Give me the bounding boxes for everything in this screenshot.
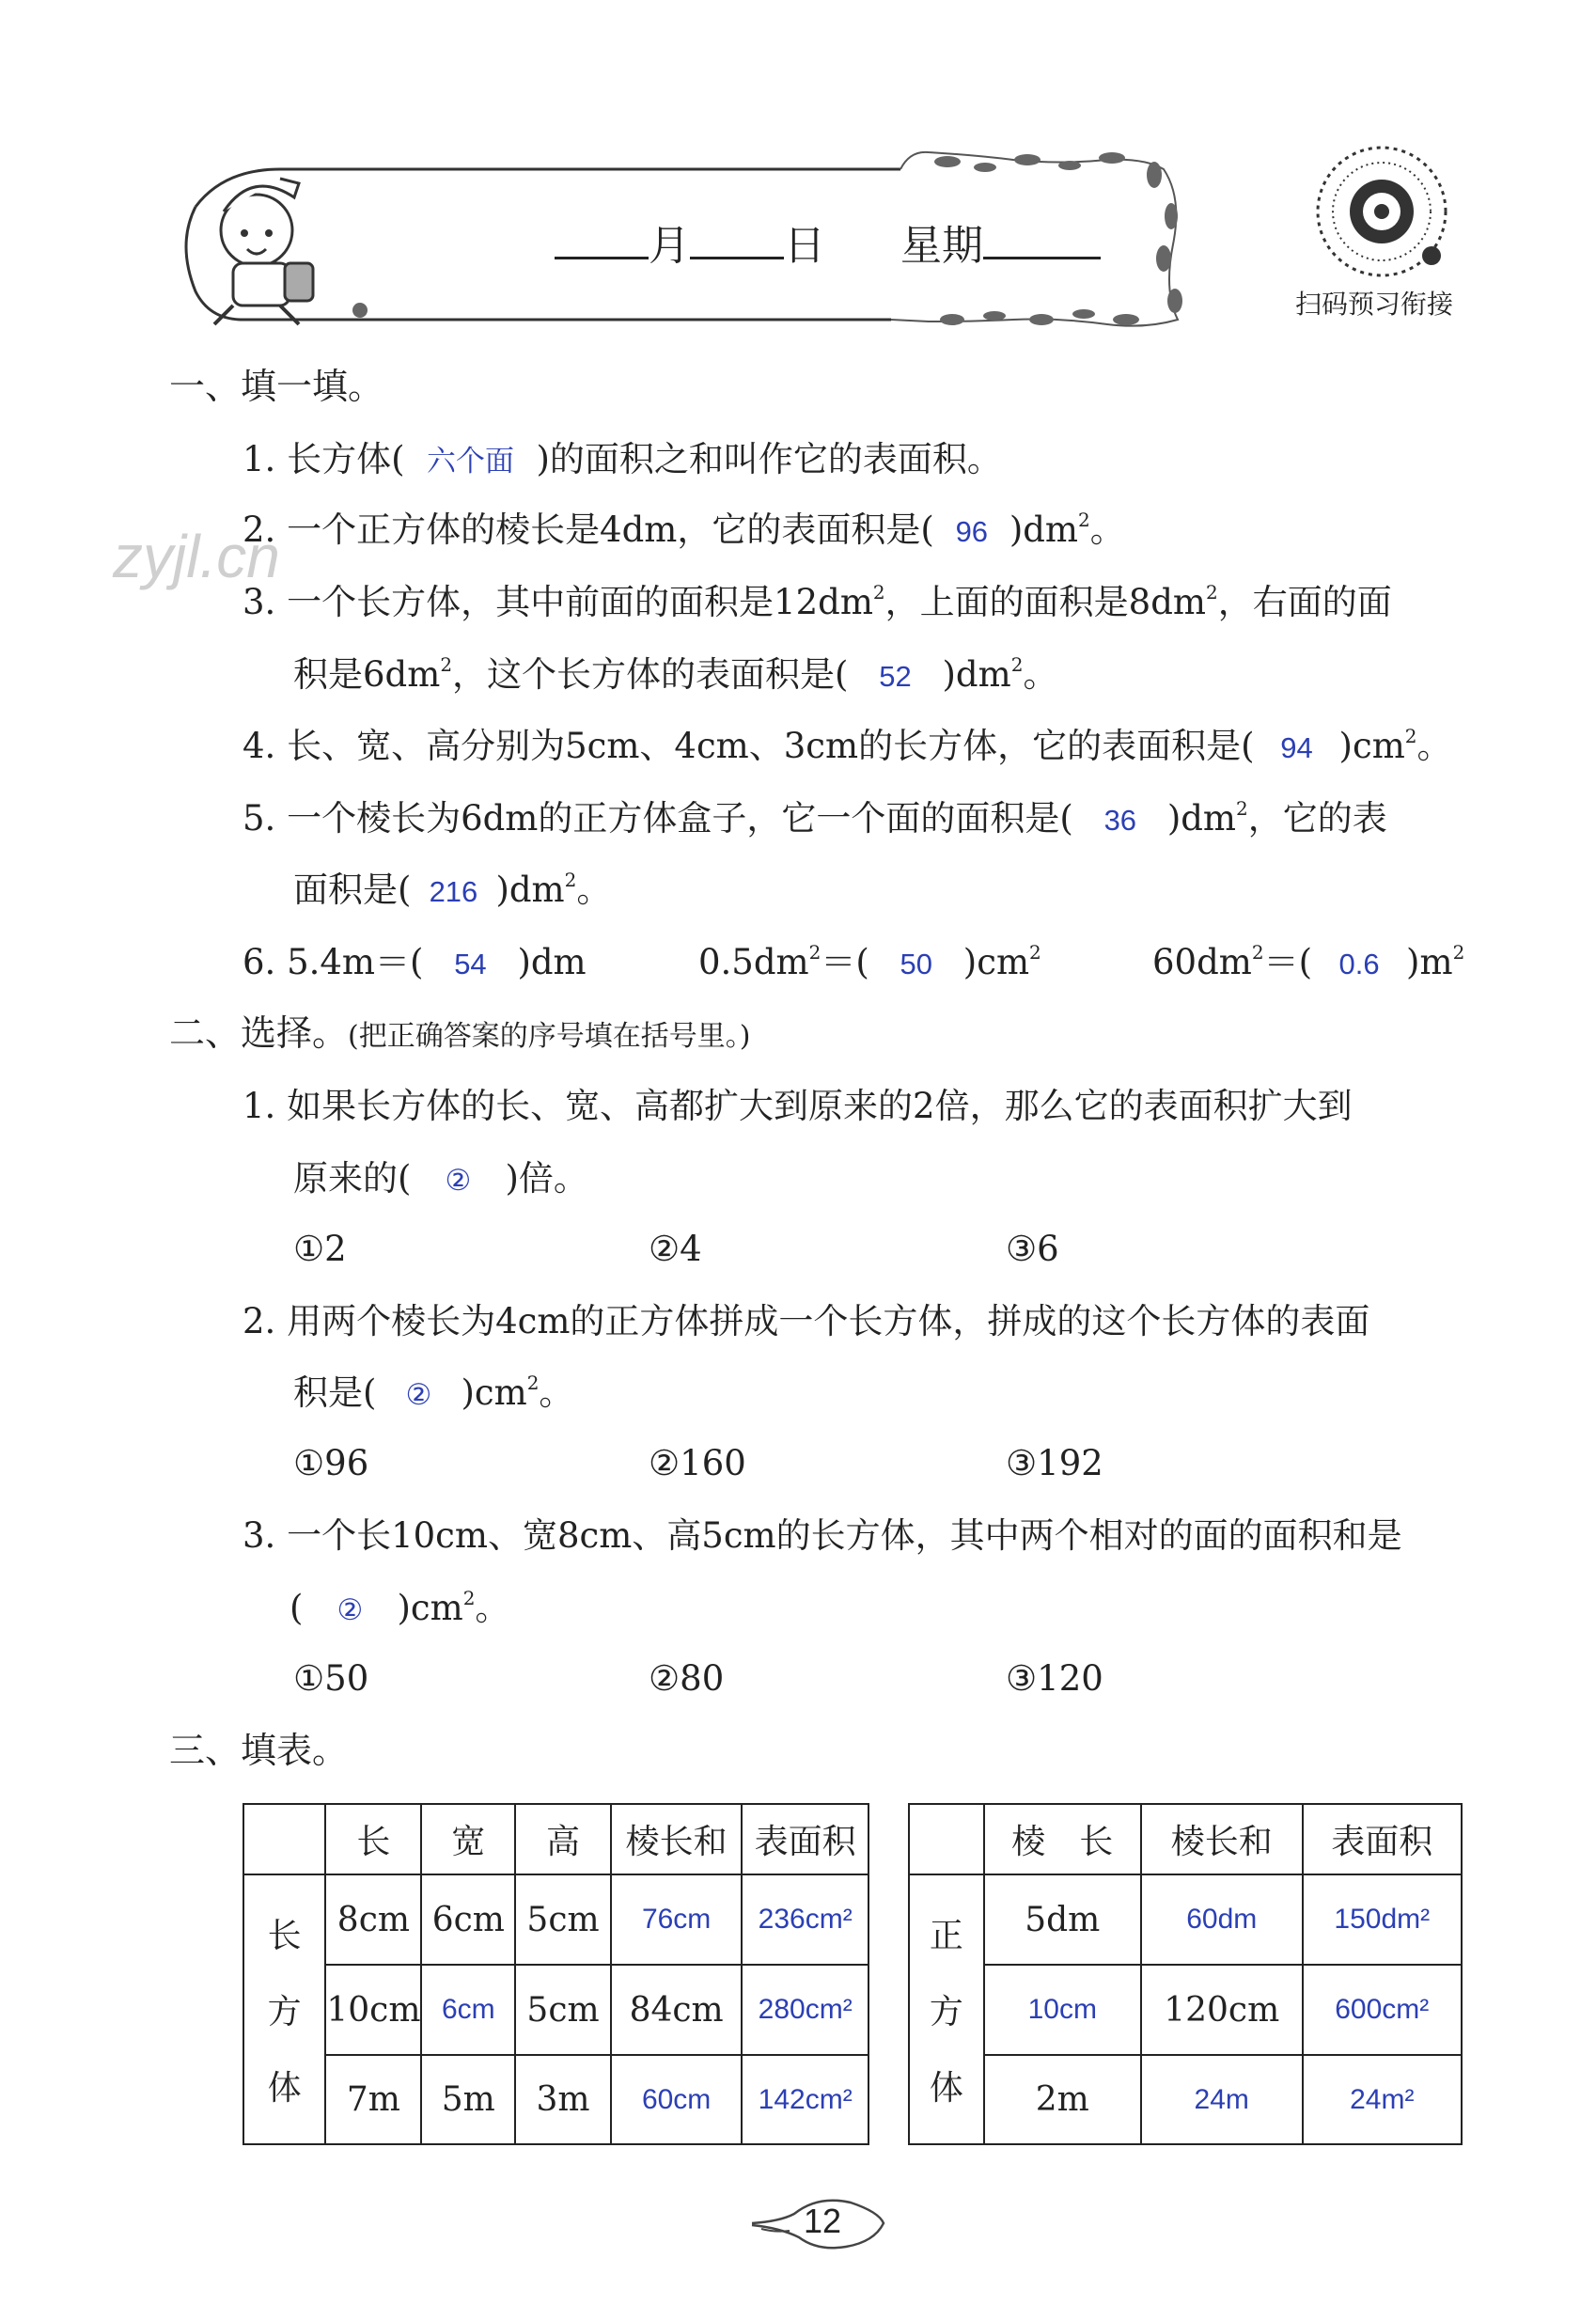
s1-q5-line1: 5. 一个棱长为6dm的正方体盒子，它一个面的面积是( 36 )$dm^2$，它的表 xyxy=(243,797,1387,839)
s2-q2-option-3[interactable]: ③192 xyxy=(1006,1443,1103,1483)
cuboid-header-length: 长 xyxy=(325,1804,421,1874)
cuboid-cell: 7m xyxy=(325,2055,421,2144)
section1-title: 一、填一填。 xyxy=(169,366,384,407)
cuboid-answer-cell[interactable]: 76cm xyxy=(611,1874,743,1965)
s1-q4-answer[interactable]: 94 xyxy=(1280,731,1313,764)
cartoon-boy-icon xyxy=(214,179,368,324)
cuboid-header-edge-sum: 棱长和 xyxy=(611,1804,743,1874)
cube-side-label: 正 方 体 xyxy=(909,1874,984,2144)
week-blank[interactable] xyxy=(983,257,1101,259)
s1-q5-answer2[interactable]: 216 xyxy=(429,875,478,908)
s2-q3-line2: ( ② )$cm^2$。 xyxy=(289,1587,510,1628)
cube-answer-cell[interactable]: 60dm xyxy=(1141,1874,1303,1965)
s1-q6a-answer[interactable]: 54 xyxy=(454,948,487,980)
cuboid-side-label: 长 方 体 xyxy=(243,1874,325,2144)
s1-q5-line2: 面积是( 216 )$dm^2$。 xyxy=(293,869,612,910)
date-line xyxy=(555,222,1101,270)
s1-q6c-answer[interactable]: 0.6 xyxy=(1338,948,1380,980)
page-number: 12 xyxy=(804,2202,842,2240)
s2-q3-option-3[interactable]: ③120 xyxy=(1006,1658,1103,1699)
s2-q1-option-3[interactable]: ③6 xyxy=(1006,1229,1059,1269)
cube-header-edge-sum: 棱长和 xyxy=(1141,1804,1303,1874)
s2-q2-answer[interactable]: ② xyxy=(405,1378,432,1411)
s2-q2-line2: 积是( ② )$cm^2$。 xyxy=(293,1372,574,1413)
s1-q2: 2. 一个正方体的棱长是4dm，它的表面积是( 96 )$dm^2$。 xyxy=(243,509,1125,550)
week-label: 星期 xyxy=(900,222,983,270)
s1-q6b-answer[interactable]: 50 xyxy=(900,948,933,980)
cube-answer-cell[interactable]: 24m² xyxy=(1303,2055,1462,2144)
cuboid-answer-cell[interactable]: 142cm² xyxy=(742,2055,868,2144)
s2-q1-option-2[interactable]: ②4 xyxy=(649,1229,702,1269)
s2-q3-option-1[interactable]: ①50 xyxy=(293,1658,369,1699)
s1-q2-answer[interactable]: 96 xyxy=(955,515,989,548)
cuboid-cell: 6cm xyxy=(421,1874,515,1965)
section2-title: 二、选择。(把正确答案的序号填在括号里。) xyxy=(169,1012,751,1054)
s2-q3-answer[interactable]: ② xyxy=(336,1593,364,1626)
cube-corner-cell xyxy=(909,1804,984,1874)
s2-q1-line1: 1. 如果长方体的长、宽、高都扩大到原来的2倍，那么它的表面积扩大到 xyxy=(243,1086,1353,1126)
cuboid-cell: 5cm xyxy=(515,1874,611,1965)
cube-answer-cell[interactable]: 24m xyxy=(1141,2055,1303,2144)
cuboid-corner-cell xyxy=(243,1804,325,1874)
s1-q5-answer1[interactable]: 36 xyxy=(1103,804,1137,837)
cuboid-answer-cell[interactable]: 60cm xyxy=(611,2055,743,2144)
cube-answer-cell[interactable]: 150dm² xyxy=(1303,1874,1462,1965)
s2-q1-answer[interactable]: ② xyxy=(445,1164,472,1197)
s1-q6c: $60dm^2=$( 0.6 )$m^2$ xyxy=(1152,941,1465,982)
watermark-text: zyjl.cn xyxy=(113,523,280,590)
qr-caption: 扫码预习衔接 xyxy=(1295,289,1454,320)
cuboid-cell: 84cm xyxy=(611,1965,743,2055)
cuboid-header-surface-area: 表面积 xyxy=(742,1804,868,1874)
cube-answer-cell[interactable]: 10cm xyxy=(984,1965,1141,2055)
s1-q6b: $0.5dm^2=$( 50 )$cm^2$ xyxy=(698,941,1041,982)
cuboid-table xyxy=(243,1803,869,2145)
cuboid-answer-cell[interactable]: 6cm xyxy=(421,1965,515,2055)
cuboid-answer-cell[interactable]: 280cm² xyxy=(742,1965,868,2055)
cube-cell: 2m xyxy=(984,2055,1141,2144)
cuboid-header-width: 宽 xyxy=(421,1804,515,1874)
s2-q3-line1: 3. 一个长10cm、宽8cm、高5cm的长方体，其中两个相对的面的面积和是 xyxy=(243,1515,1402,1556)
day-blank[interactable] xyxy=(690,257,784,259)
section3-title: 三、填表。 xyxy=(169,1730,349,1771)
cube-cell: 120cm xyxy=(1141,1965,1303,2055)
cube-answer-cell[interactable]: 600cm² xyxy=(1303,1965,1462,2055)
s1-q4: 4. 长、宽、高分别为5cm、4cm、3cm的长方体，它的表面积是( 94 )$cm^2$。 xyxy=(243,725,1452,766)
s1-q3-line2: 积是$6dm^2$，这个长方体的表面积是( 52 )$dm^2$。 xyxy=(293,653,1058,695)
s2-q1-line2: 原来的( ② )倍。 xyxy=(293,1158,588,1199)
cuboid-cell: 3m xyxy=(515,2055,611,2144)
cuboid-cell: 5cm xyxy=(515,1965,611,2055)
s2-q2-option-1[interactable]: ①96 xyxy=(293,1443,369,1483)
s2-q2-option-2[interactable]: ②160 xyxy=(649,1443,746,1483)
day-label: 日 xyxy=(784,222,825,270)
s1-q3-line1: 3. 一个长方体，其中前面的面积是$12dm^2$，上面的面积是$8dm^2$，右面的面 xyxy=(243,581,1392,622)
cuboid-answer-cell[interactable]: 236cm² xyxy=(742,1874,868,1965)
month-blank[interactable] xyxy=(555,257,649,259)
cube-table xyxy=(908,1803,1463,2145)
cube-header-surface-area: 表面积 xyxy=(1303,1804,1462,1874)
s2-q1-option-1[interactable]: ①2 xyxy=(293,1229,347,1269)
qr-code-icon[interactable] xyxy=(1311,141,1452,282)
month-label: 月 xyxy=(649,222,690,270)
s2-q2-line1: 2. 用两个棱长为4cm的正方体拼成一个长方体，拼成的这个长方体的表面 xyxy=(243,1301,1370,1341)
s1-q1-answer[interactable]: 六个面 xyxy=(427,445,514,478)
section2-note: (把正确答案的序号填在括号里。) xyxy=(348,1020,751,1053)
cuboid-cell: 8cm xyxy=(325,1874,421,1965)
cube-header-edge: 棱 长 xyxy=(984,1804,1141,1874)
s2-q3-option-2[interactable]: ②80 xyxy=(649,1658,725,1699)
cuboid-cell: 5m xyxy=(421,2055,515,2144)
cube-cell: 5dm xyxy=(984,1874,1141,1965)
cuboid-cell: 10cm xyxy=(325,1965,421,2055)
s1-q6a: 6. 5.4m＝( 54 )dm xyxy=(243,942,587,982)
s1-q1: 1. 长方体( 六个面 )的面积之和叫作它的表面积。 xyxy=(243,439,1002,479)
cuboid-header-height: 高 xyxy=(515,1804,611,1874)
s1-q3-answer[interactable]: 52 xyxy=(879,660,912,693)
